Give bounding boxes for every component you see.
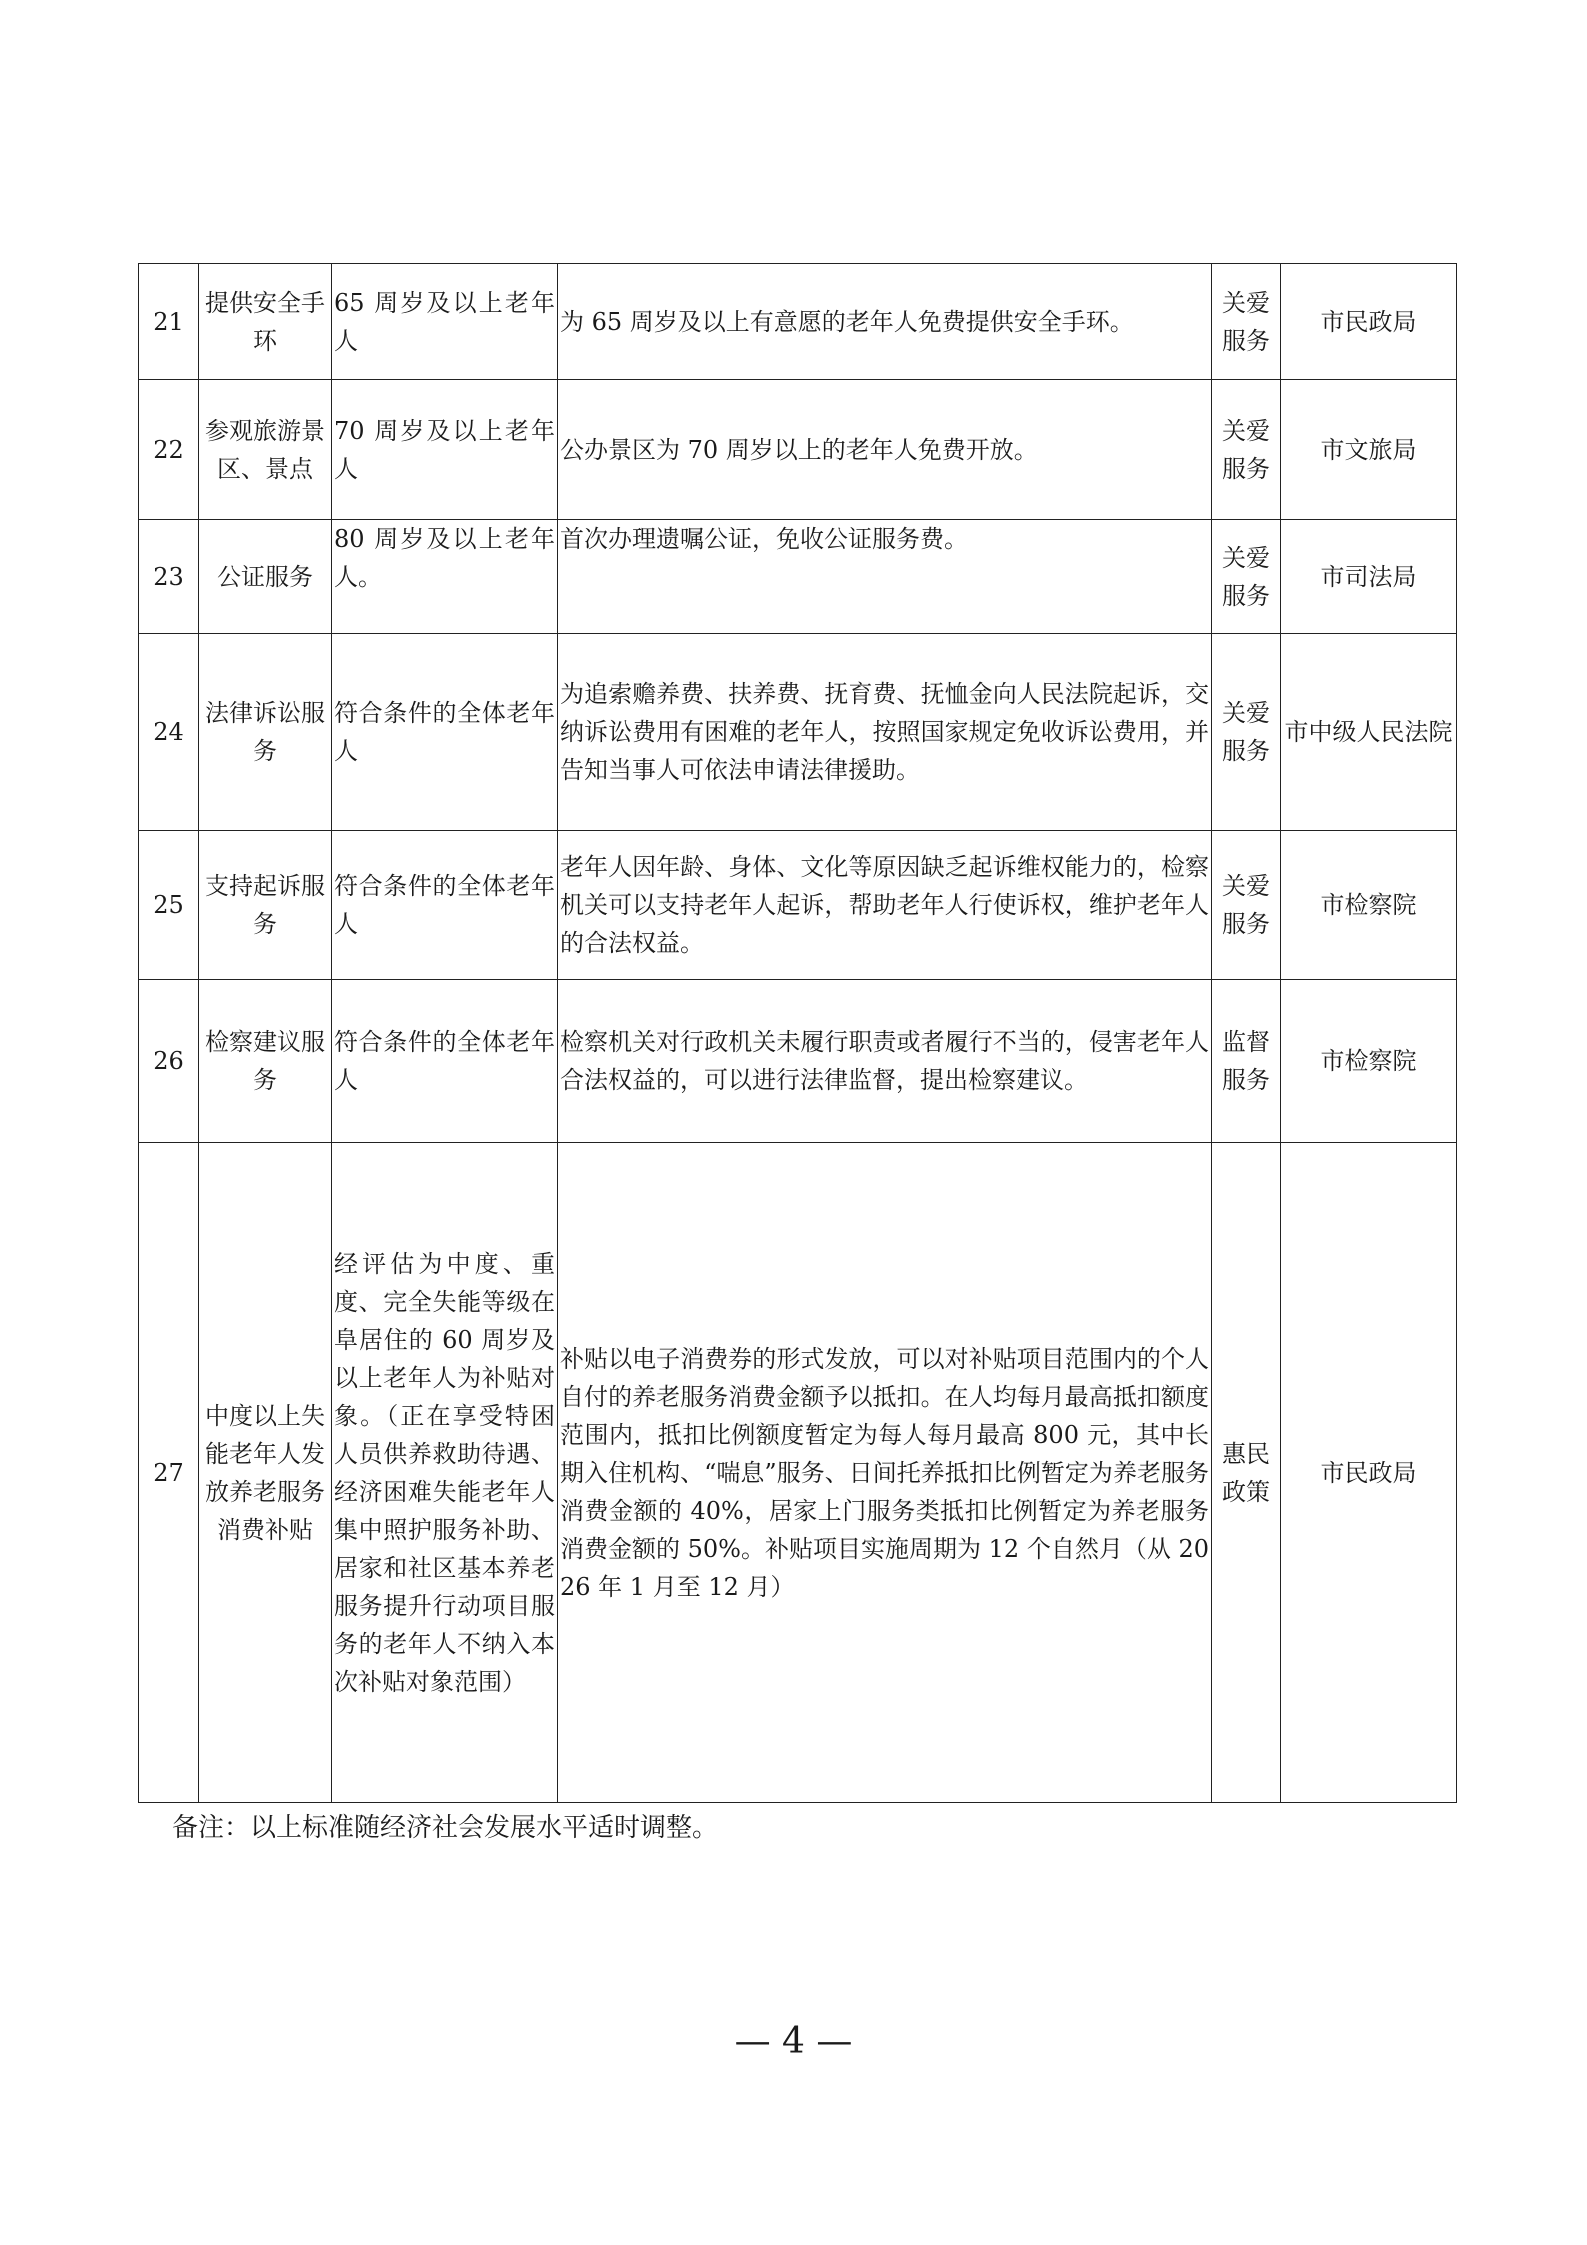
service-target: 符合条件的全体老年人 [332, 634, 558, 831]
service-target: 符合条件的全体老年人 [332, 831, 558, 980]
service-target: 80 周岁及以上老年人。 [332, 520, 558, 634]
service-item: 检察建议服务 [199, 980, 332, 1143]
service-item: 参观旅游景区、景点 [199, 380, 332, 520]
row-number: 24 [139, 634, 199, 831]
service-content: 为 65 周岁及以上有意愿的老年人免费提供安全手环。 [558, 264, 1212, 380]
responsible-department: 市司法局 [1281, 520, 1457, 634]
row-number: 25 [139, 831, 199, 980]
table-row [139, 831, 1457, 980]
services-table [138, 263, 1457, 1803]
table-row [139, 1143, 1457, 1803]
service-target: 70 周岁及以上老年人 [332, 380, 558, 520]
service-type: 关爱服务 [1212, 634, 1281, 831]
service-item: 公证服务 [199, 520, 332, 634]
service-content: 公办景区为 70 周岁以上的老年人免费开放。 [558, 380, 1212, 520]
service-target: 符合条件的全体老年人 [332, 980, 558, 1143]
page-number: — 4 — [734, 2021, 853, 2062]
table-remark: 备注：以上标准随经济社会发展水平适时调整。 [172, 1813, 719, 1843]
service-item: 法律诉讼服务 [199, 634, 332, 831]
table-row [139, 634, 1457, 831]
table-row [139, 264, 1457, 380]
service-content: 首次办理遗嘱公证，免收公证服务费。 [558, 520, 1212, 634]
row-number: 23 [139, 520, 199, 634]
row-number: 26 [139, 980, 199, 1143]
service-content: 检察机关对行政机关未履行职责或者履行不当的，侵害老年人合法权益的，可以进行法律监督，提出检察建议。 [558, 980, 1212, 1143]
row-number: 21 [139, 264, 199, 380]
service-type: 关爱服务 [1212, 520, 1281, 634]
table-row [139, 520, 1457, 634]
service-item: 中度以上失能老年人发放养老服务消费补贴 [199, 1143, 332, 1803]
service-type: 惠民政策 [1212, 1143, 1281, 1803]
responsible-department: 市民政局 [1281, 264, 1457, 380]
responsible-department: 市检察院 [1281, 980, 1457, 1143]
row-number: 22 [139, 380, 199, 520]
service-target: 经评估为中度、重度、完全失能等级在阜居住的 60 周岁及以上老年人为补贴对象。（正在享受特困人员供养救助待遇、经济困难失能老年人集中照护服务补助、居家和社区基本养老服务提升行动项目服务的老年人不纳入本次补贴对象范围） [332, 1143, 558, 1803]
service-item: 支持起诉服务 [199, 831, 332, 980]
service-content: 补贴以电子消费券的形式发放，可以对补贴项目范围内的个人自付的养老服务消费金额予以抵扣。在人均每月最高抵扣额度范围内，抵扣比例额度暂定为每人每月最高 800 元，其中长期入住机构、“喘息”服务、日间托养抵扣比例暂定为养老服务消费金额的 40%，居家上门服务类抵扣比例暂定为养老服务消费金额的 50%。补贴项目实施周期为 12 个自然月（从 2026 年 1 月至 12 月） [558, 1143, 1212, 1803]
table-row [139, 380, 1457, 520]
responsible-department: 市中级人民法院 [1281, 634, 1457, 831]
service-type: 关爱服务 [1212, 831, 1281, 980]
service-content: 为追索赡养费、扶养费、抚育费、抚恤金向人民法院起诉，交纳诉讼费用有困难的老年人，按照国家规定免收诉讼费用，并告知当事人可依法申请法律援助。 [558, 634, 1212, 831]
responsible-department: 市检察院 [1281, 831, 1457, 980]
responsible-department: 市文旅局 [1281, 380, 1457, 520]
service-type: 关爱服务 [1212, 264, 1281, 380]
table-row [139, 980, 1457, 1143]
responsible-department: 市民政局 [1281, 1143, 1457, 1803]
row-number: 27 [139, 1143, 199, 1803]
service-item: 提供安全手环 [199, 264, 332, 380]
service-content: 老年人因年龄、身体、文化等原因缺乏起诉维权能力的，检察机关可以支持老年人起诉，帮助老年人行使诉权，维护老年人的合法权益。 [558, 831, 1212, 980]
service-target: 65 周岁及以上老年人 [332, 264, 558, 380]
service-type: 关爱服务 [1212, 380, 1281, 520]
service-type: 监督服务 [1212, 980, 1281, 1143]
